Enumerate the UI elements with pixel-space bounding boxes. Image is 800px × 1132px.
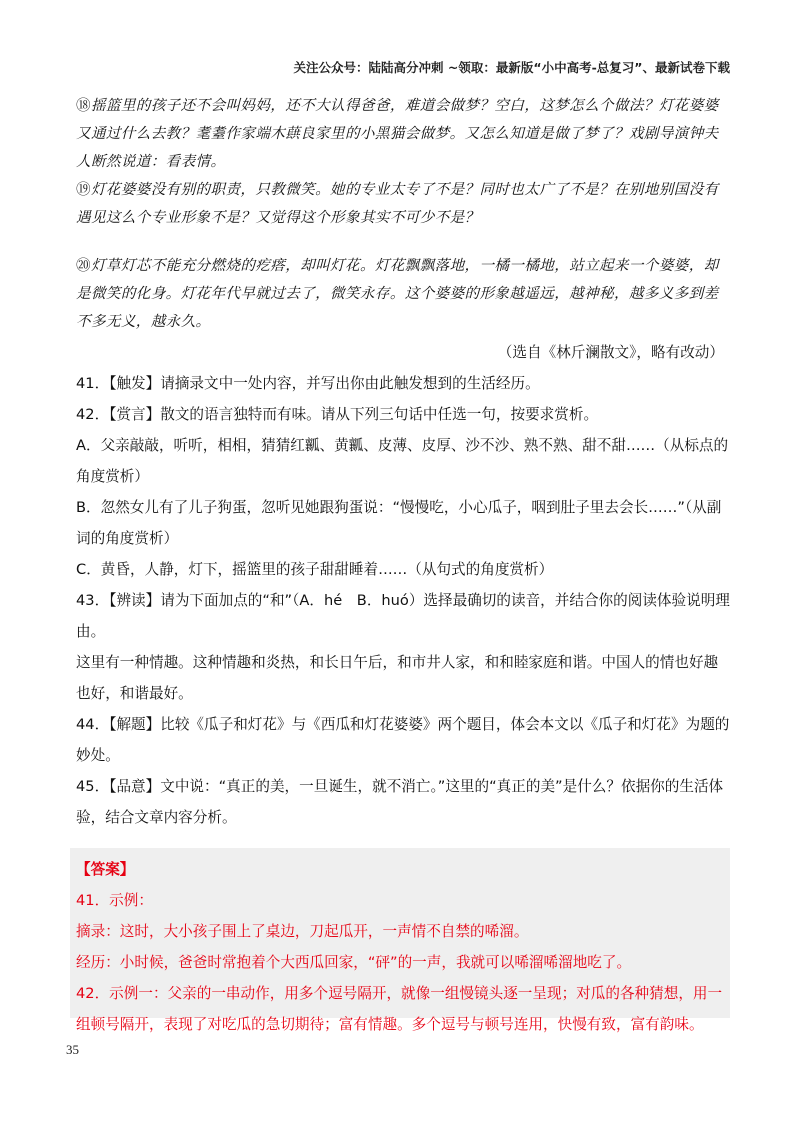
answer-41-experience: 经历：小时候，爸爸时常抱着个大西瓜回家，“砰”的一声，我就可以唏溜唏溜地吃了。: [76, 954, 632, 971]
question-42-option-b: B．忽然女儿有了儿子狗蛋，忽听见她跟狗蛋说：“慢慢吃，小心瓜子，咽到肚子里去会长……”（从副词的角度赏析）: [76, 499, 722, 547]
question-42-option-a: A．父亲敲敲，听听，相相，猜猜红瓤、黄瓤、皮薄、皮厚、沙不沙、熟不熟、甜不甜……（从标点的角度赏析）: [76, 437, 729, 485]
paragraph-text: 灯草灯芯不能充分燃烧的疙瘩，却叫灯花。灯花飘飘落地，一橘一橘地，站立起来一个婆婆，却是微笑的化身。灯花年代早就过去了，微笑永存。这个婆婆的形象越遥远，越神秘，越多义多到差不多无义，越永久。: [76, 257, 719, 330]
question-45: 45．【品意】文中说：“真正的美，一旦诞生，就不消亡。”这里的“真正的美”是什么？依据你的生活体验，结合文章内容分析。: [76, 778, 724, 826]
question-44: 44．【解题】比较《瓜子和灯花》与《西瓜和灯花婆婆》两个题目，体会本文以《瓜子和灯花》为题的妙处。: [76, 716, 730, 764]
question-42-option-c: C．黄昏，人静，灯下，摇篮里的孩子甜甜睡着……（从句式的角度赏析）: [76, 561, 554, 578]
answer-42-example: 42．示例一：父亲的一串动作，用多个逗号隔开，就像一组慢镜头逐一呈现；对瓜的各种猜想，用一组顿号隔开，表现了对吃瓜的急切期待；富有情趣。多个逗号与顿号连用，快慢有致，富有韵味。: [76, 985, 723, 1033]
paragraph-18: [76, 92, 724, 176]
question-43: 43．【辨读】请为下面加点的“和”（A．hé B．huó）选择最确切的读音，并结合你的阅读体验说明理由。: [76, 592, 730, 640]
paragraph-19: [76, 176, 724, 232]
answer-41-excerpt: 摘录：这时，大小孩子围上了桌边，刀起瓜开，一声情不自禁的唏溜。: [76, 923, 529, 940]
paragraph-number: ⑲: [76, 181, 91, 198]
question-42: 42．【赏言】散文的语言独特而有味。请从下列三句话中任选一句，按要求赏析。: [76, 406, 599, 423]
paragraph-text: 灯花婆婆没有别的职责，只教微笑。她的专业太专了不是？同时也太广了不是？在别地别国没有遇见这么个专业形象不是？又觉得这个形象其实不可少不是？: [76, 181, 719, 226]
answer-41-label: 41．示例：: [76, 892, 153, 909]
paragraph-20: [76, 252, 724, 336]
question-41: 41．【触发】请摘录文中一处内容，并写出你由此触发想到的生活经历。: [76, 375, 540, 392]
page-number: 35: [66, 1042, 79, 1057]
paragraph-number: ⑳: [76, 257, 91, 274]
page-header: 关注公众号：陆陆高分冲刺 ~领取：最新版“小中高考-总复习”、最新试卷下载: [293, 60, 730, 75]
paragraph-number: ⑱: [76, 97, 91, 114]
answer-heading: 【答案】: [76, 861, 135, 878]
source-citation: （选自《林斤澜散文》，略有改动）: [497, 344, 724, 361]
question-43-passage: 这里有一种情趣。这种情趣和炎热，和长日午后，和市井人家，和和睦家庭和谐。中国人的情也好趣也好，和谐最好。: [76, 654, 719, 702]
paragraph-text: 摇篮里的孩子还不会叫妈妈，还不大认得爸爸，难道会做梦？空白，这梦怎么个做法？灯花婆婆又通过什么去教？耄耋作家端木蕻良家里的小黑猫会做梦。又怎么知道是做了梦了？戏剧导演钟夫人断然说道：看表情。: [76, 97, 719, 170]
